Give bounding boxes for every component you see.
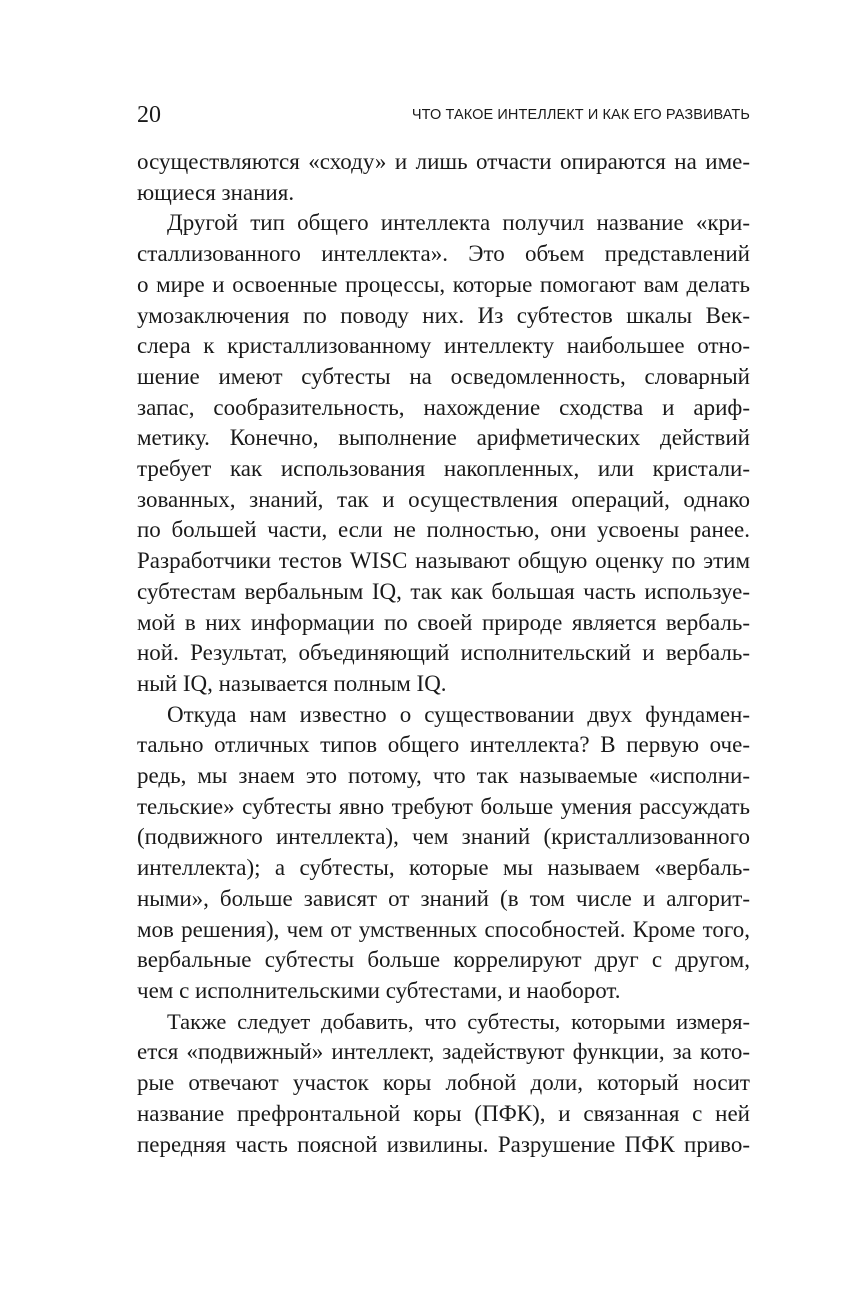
text-line: осуществляются «сходу» и лишь отчасти опираются на име- xyxy=(137,149,750,174)
paragraph xyxy=(137,700,750,1007)
text-line: Откуда нам известно о существовании двух фундамен- xyxy=(167,701,750,727)
text-line: тально отличных типов общего интеллекта? В первую оче- xyxy=(137,732,750,758)
body-text xyxy=(137,147,750,1160)
text-line: субтестам вербальным IQ, так как большая часть используе- xyxy=(137,578,750,604)
text-line: ными», больше зависят от знаний (в том числе и алгорит- xyxy=(137,885,750,911)
text-line: умозаключения по поводу них. Из субтестов шкалы Век- xyxy=(137,302,750,328)
text-line: чем с исполнительскими субтестами, и наоборот. xyxy=(137,977,621,1003)
text-line: мой в них информации по своей природе является вербаль- xyxy=(137,609,750,635)
paragraph xyxy=(137,208,750,699)
text-line: метику. Конечно, выполнение арифметических действий xyxy=(137,425,750,451)
text-line: о мире и освоенные процессы, которые помогают вам делать xyxy=(137,271,750,297)
text-line: требует как использования накопленных, или кристали- xyxy=(137,456,750,482)
text-line: шение имеют субтесты на осведомленность, словарный xyxy=(137,363,750,389)
page-number: 20 xyxy=(137,102,161,128)
text-line: Другой тип общего интеллекта получил название «кри- xyxy=(167,210,750,236)
text-line: ный IQ, называется полным IQ. xyxy=(137,670,447,696)
text-line: ется «подвижный» интеллект, задействуют функции, за кото- xyxy=(137,1039,750,1065)
text-line: Разработчики тестов WISC называют общую оценку по этим xyxy=(137,548,750,574)
text-line: Также следует добавить, что субтесты, которыми измеря- xyxy=(167,1008,750,1034)
text-line: (подвижного интеллекта), чем знаний (кристаллизованного xyxy=(137,824,750,850)
paragraph xyxy=(137,1007,750,1161)
text-line: тельские» субтесты явно требуют больше умения рассуждать xyxy=(137,793,750,819)
text-line: вербальные субтесты больше коррелируют друг с другом, xyxy=(137,947,750,973)
running-head-title: ЧТО ТАКОЕ ИНТЕЛЛЕКТ И КАК ЕГО РАЗВИВАТЬ xyxy=(411,107,750,123)
text-line: по большей части, если не полностью, они усвоены ранее. xyxy=(137,517,750,543)
text-line: передняя часть поясной извилины. Разрушение ПФК приво- xyxy=(137,1131,750,1157)
text-line: слера к кристаллизованному интеллекту наибольшее отно- xyxy=(137,333,750,359)
text-line: мов решения), чем от умственных способностей. Кроме того, xyxy=(137,916,750,942)
text-line: сталлизованного интеллекта». Это объем представлений xyxy=(137,241,750,267)
text-line: рые отвечают участок коры лобной доли, который носит xyxy=(137,1070,750,1096)
paragraph xyxy=(137,147,750,208)
text-line: редь, мы знаем это потому, что так называемые «исполни- xyxy=(137,763,750,789)
text-line: интеллекта); а субтесты, которые мы называем «вербаль- xyxy=(137,855,750,881)
text-line: ющиеся знания. xyxy=(137,179,295,205)
text-line: зованных, знаний, так и осуществления операций, однако xyxy=(137,486,750,512)
text-line: название префронтальной коры (ПФК), и связанная с ней xyxy=(137,1100,750,1126)
text-line: ной. Результат, объединяющий исполнительский и вербаль- xyxy=(137,640,750,666)
text-line: запас, сообразительность, нахождение сходства и ариф- xyxy=(137,394,750,420)
